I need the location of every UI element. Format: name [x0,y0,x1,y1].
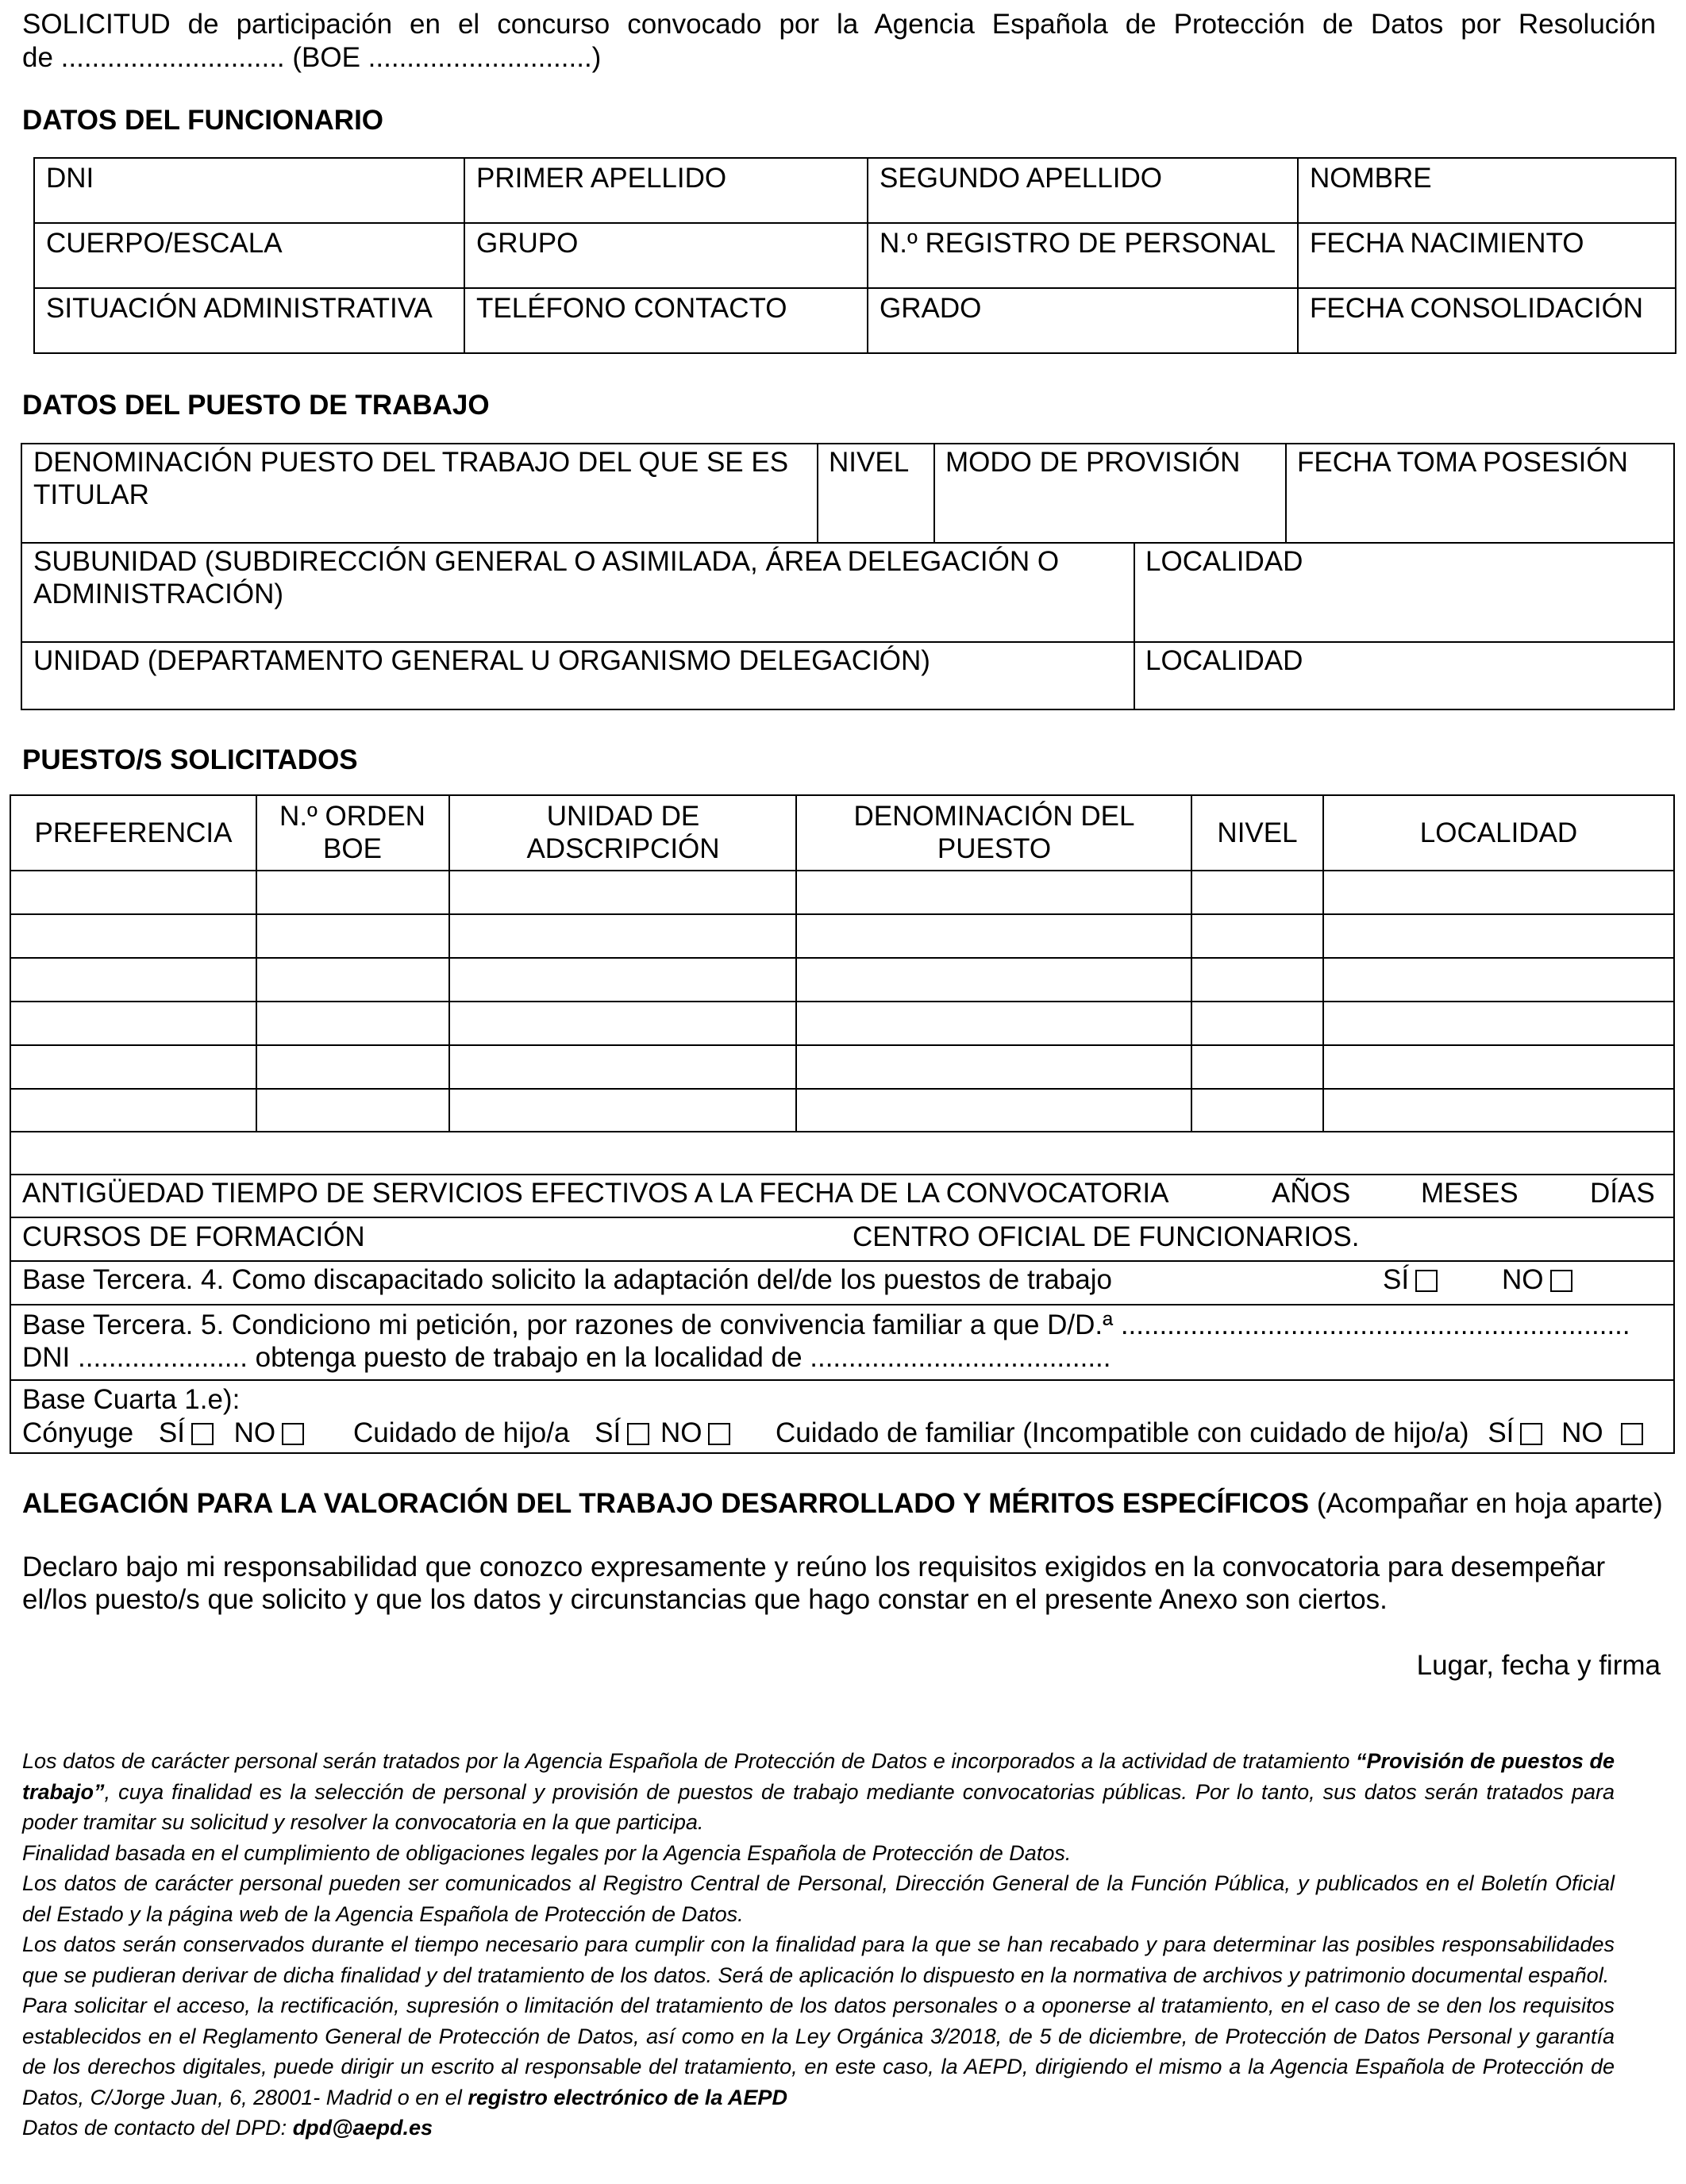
checkbox-icon[interactable] [627,1423,649,1445]
field-fecha-consolidacion[interactable]: FECHA CONSOLIDACIÓN [1298,288,1676,353]
field-localidad-subunidad[interactable]: LOCALIDAD [1145,546,1303,577]
base-cuarta-title: Base Cuarta 1.e): [22,1384,241,1415]
field-segundo-apellido[interactable]: SEGUNDO APELLIDO [868,158,1298,223]
divider [21,641,1675,643]
divider [256,794,257,1131]
registro-electronico-link[interactable]: registro electrónico de la AEPD [468,2085,787,2109]
field-telefono-contacto[interactable]: TELÉFONO CONTACTO [464,288,868,353]
checkbox-icon[interactable] [191,1423,214,1445]
base-tercera-4-label: Base Tercera. 4. Como discapacitado solicito la adaptación del/de los puestos de trabajo [22,1264,1112,1295]
divider [10,1260,1675,1262]
hijo-si-label: SÍ [595,1417,622,1448]
field-unidad[interactable]: UNIDAD (DEPARTAMENTO GENERAL U ORGANISMO DELEGACIÓN) [33,645,930,676]
familiar-si-label: SÍ [1488,1417,1515,1448]
cursos-label[interactable]: CURSOS DE FORMACIÓN [22,1221,365,1252]
field-modo-provision[interactable]: MODO DE PROVISIÓN [945,447,1241,478]
field-cuerpo-escala[interactable]: CUERPO/ESCALA [34,223,464,288]
checkbox-icon[interactable] [1621,1423,1643,1445]
alegacion-line [22,1487,1663,1520]
field-fecha-toma-posesion[interactable]: FECHA TOMA POSESIÓN [1297,447,1628,478]
checkbox-icon[interactable] [1415,1270,1438,1292]
firma-label: Lugar, fecha y firma [1416,1650,1661,1681]
divider [1134,542,1135,710]
privacy-paragraph: Para solicitar el acceso, la rectificación, supresión o limitación del tratamiento de los datos personales o a oponerse al tratamiento, en el caso de se den los requisitos establecidos en el Reglamento General de Protección de Datos, así como en la Ley Orgánica 3/2018, de 5 de diciembre, de Protección de Datos Personal y garantía de los derechos digitales, puede dirigir un escrito al responsable del tratamiento, en este caso, la AEPD, dirigiendo el mismo a la Agencia Española de Protección de Datos, C/Jorge Juan, 6, 28001- Madrid o en el registro electrónico de la AEPD [22,1994,1615,2109]
checkbox-icon[interactable] [1550,1270,1572,1292]
solicitados-title: PUESTO/S SOLICITADOS [22,744,358,775]
privacy-paragraph: Los datos serán conservados durante el tiempo necesario para cumplir con la finalidad para la que se han recabado y para determinar las posibles responsabilidades que se pudieran derivar de dicha finalidad y del tratamiento de los datos. Será de aplicación lo dispuesto en la normativa de archivos y patrimonio documental español. [22,1932,1615,1987]
field-registro-personal[interactable]: N.º REGISTRO DE PERSONAL [868,223,1298,288]
divider [1285,443,1287,543]
field-localidad-unidad[interactable]: LOCALIDAD [1145,645,1303,676]
dpd-email-link[interactable]: dpd@aepd.es [292,2116,433,2140]
cuidado-familiar-label: Cuidado de familiar (Incompatible con cuidado de hijo/a) [776,1417,1469,1448]
base-tercera-5-line1: Base Tercera. 5. Condiciono mi petición, por razones de convivencia familiar a que D/D.ª .................................................................. [22,1309,1630,1340]
discapacitado-no-option[interactable]: NO [1502,1263,1572,1296]
conyuge-label: Cónyuge [22,1417,134,1448]
familiar-no-label: NO [1561,1417,1603,1448]
antiguedad-label: ANTIGÜEDAD TIEMPO DE SERVICIOS EFECTIVOS A LA FECHA DE LA CONVOCATORIA [22,1178,1169,1209]
cuidado-hijo-label: Cuidado de hijo/a [353,1417,570,1448]
intro-paragraph [22,8,1656,75]
intro-line-2: de ............................. (BOE .............................) [22,42,602,73]
puesto-title: DATOS DEL PUESTO DE TRABAJO [22,390,490,421]
conyuge-group [22,1417,304,1449]
funcionario-table [33,157,1676,354]
field-subunidad[interactable]: SUBUNIDAD (SUBDIRECCIÓN GENERAL O ASIMILADA, ÁREA DELEGACIÓN O ADMINISTRACIÓN) [33,546,1060,609]
divider [10,870,1675,871]
column-header-denominacion: DENOMINACIÓN DEL PUESTO [853,801,1135,864]
field-fecha-nacimiento[interactable]: FECHA NACIMIENTO [1298,223,1676,288]
conyuge-si-label: SÍ [158,1417,185,1448]
divider [10,1174,1675,1175]
privacy-paragraph: Finalidad basada en el cumplimiento de obligaciones legales por la Agencia Española de Protección de Datos. [22,1840,1072,1865]
table-row [34,223,1676,288]
divider [10,1044,1675,1046]
divider [21,542,1675,544]
field-nivel[interactable]: NIVEL [829,447,910,478]
hijo-group [353,1417,730,1449]
familiar-group [776,1417,1643,1449]
intro-line-1: SOLICITUD de participación en el concurso convocado por la Agencia Española de Protección de Datos por Resolución [22,9,1656,40]
divider [817,443,818,543]
declaracion-paragraph: Declaro bajo mi responsabilidad que conozco expresamente y reúno los requisitos exigidos en la convocatoria para desempeñar el/los puesto/s que solicito y que los datos y circunstancias que hago constar en el presente Anexo son ciertos. [22,1551,1606,1615]
field-situacion-administrativa[interactable]: SITUACIÓN ADMINISTRATIVA [34,288,464,353]
dias-label[interactable]: DÍAS [1590,1178,1655,1209]
alegacion-title: ALEGACIÓN PARA LA VALORACIÓN DEL TRABAJO DESARROLLADO Y MÉRITOS ESPECÍFICOS [22,1488,1310,1519]
column-header-orden-boe: N.º ORDEN BOE [279,801,425,864]
field-grupo[interactable]: GRUPO [464,223,868,288]
divider [10,957,1675,959]
column-header-preferencia: PREFERENCIA [34,817,233,848]
divider [10,1001,1675,1002]
field-nombre[interactable]: NOMBRE [1298,158,1676,223]
discapacitado-si-option[interactable]: SÍ [1383,1263,1438,1296]
privacy-footer [22,1746,1615,2144]
hijo-no-label: NO [660,1417,702,1448]
checkbox-icon[interactable] [282,1423,304,1445]
column-header-nivel: NIVEL [1217,817,1298,848]
privacy-paragraph: Datos de contacto del DPD: dpd@aepd.es [22,2116,433,2140]
conyuge-no-label: NO [233,1417,276,1448]
divider [933,443,935,543]
checkbox-icon[interactable] [708,1423,730,1445]
column-header-localidad: LOCALIDAD [1419,817,1578,848]
field-denominacion-puesto[interactable]: DENOMINACIÓN PUESTO DEL TRABAJO DEL QUE SE ES TITULAR [33,447,789,510]
table-row [34,288,1676,353]
divider [10,1304,1675,1305]
privacy-paragraph: Los datos de carácter personal pueden ser comunicados al Registro Central de Personal, Dirección General de la Función Pública, y publicados en el Boletín Oficial del Estado y la página web de la Agencia Española de Protección de Datos. [22,1871,1615,1926]
divider [10,913,1675,915]
divider [795,794,797,1131]
divider [10,1131,1675,1132]
anos-label[interactable]: AÑOS [1272,1178,1351,1209]
column-header-unidad-adscripcion: UNIDAD DE ADSCRIPCIÓN [526,801,720,864]
privacy-paragraph: Los datos de carácter personal serán tratados por la Agencia Española de Protección de Datos e incorporados a la actividad de tratamiento “Provisión de puestos de trabajo”, cuya finalidad es la selección de personal y provisión de puestos de trabajo mediante convocatorias públicas. Por lo tanto, sus datos serán tratados para poder tramitar su solicitud y resolver la convocatoria en la que participa. [22,1749,1615,1834]
funcionario-title: DATOS DEL FUNCIONARIO [22,105,384,136]
field-primer-apellido[interactable]: PRIMER APELLIDO [464,158,868,223]
divider [10,1217,1675,1218]
alegacion-note: (Acompañar en hoja aparte) [1316,1488,1663,1519]
divider [10,1088,1675,1090]
base-tercera-5-line2: DNI ...................... obtenga puesto de trabajo en la localidad de ....................................... [22,1342,1111,1373]
divider [448,794,450,1131]
checkbox-icon[interactable] [1520,1423,1542,1445]
field-dni[interactable]: DNI [34,158,464,223]
table-row [34,158,1676,223]
centro-label[interactable]: CENTRO OFICIAL DE FUNCIONARIOS. [853,1221,1360,1252]
divider [10,1379,1675,1381]
meses-label[interactable]: MESES [1421,1178,1519,1209]
field-grado[interactable]: GRADO [868,288,1298,353]
